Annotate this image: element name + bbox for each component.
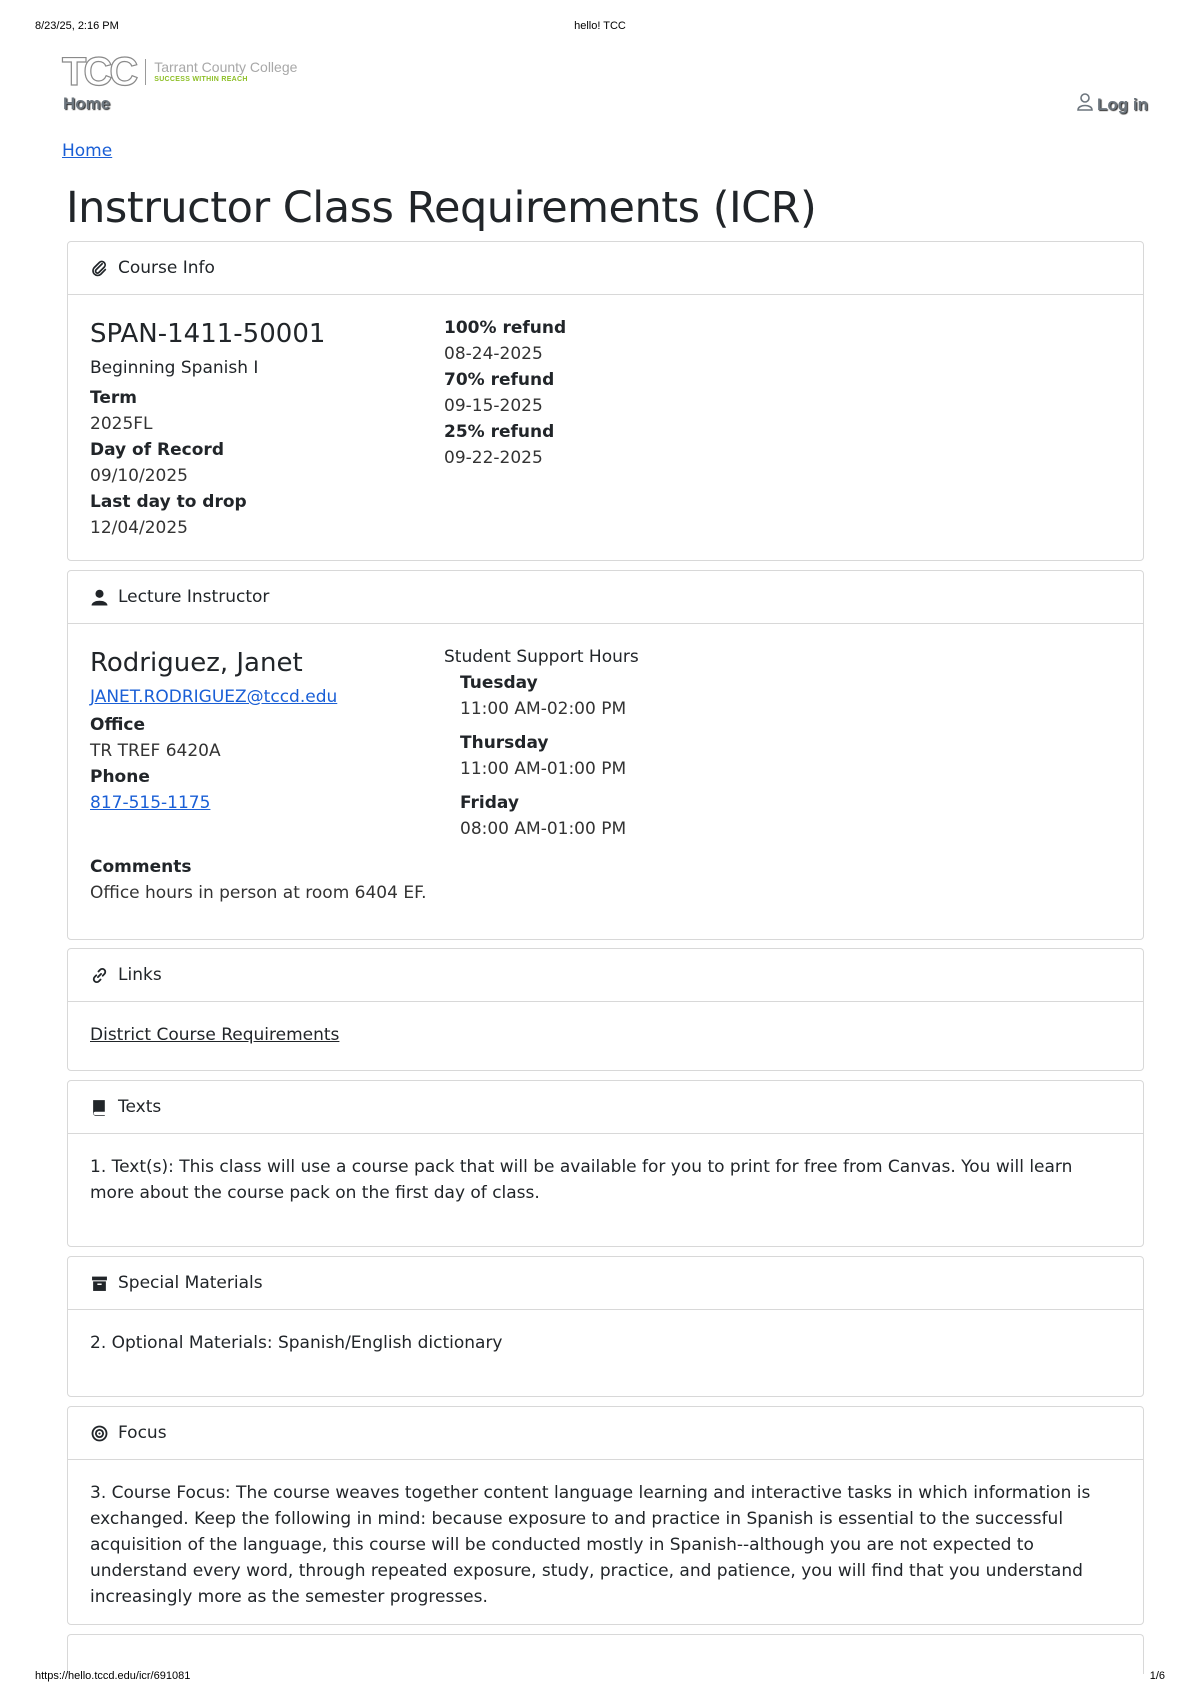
refund-date: 09-15-2025 [444,396,543,416]
print-page-title: hello! TCC [574,20,626,32]
breadcrumb-home[interactable]: Home [62,141,113,161]
hours-time: 08:00 AM-01:00 PM [460,819,627,839]
course-details [90,315,420,541]
hours-time: 11:00 AM-01:00 PM [460,759,627,779]
print-page-number: 1/6 [1149,1670,1165,1682]
link-icon [90,966,108,984]
course-info-header [68,242,1143,295]
instructor-name: Rodriguez, Janet [90,648,303,678]
phone-label: Phone [90,767,150,787]
user-icon [1077,93,1093,116]
special-materials-header [68,1257,1143,1310]
print-footer [35,1670,1165,1686]
course-code: SPAN-1411-50001 [90,319,326,349]
texts-title: Texts [118,1097,162,1117]
book-icon [90,1098,108,1116]
course-info-body [68,295,1143,560]
nav-home-link[interactable]: Home [63,94,111,113]
special-materials-title: Special Materials [118,1273,263,1293]
focus-paragraph: 3. Course Focus: The course weaves together content language learning and interactive tasks in which information is exchanged. Keep the following in mind: because exposure to and practice in Spanish is essential to the successful acquisition of the language, this course will be conducted mostly in Spanish--although you are not expected to understand every word, through repeated exposure, study, practice, and patience, you will find that you understand increasingly more as the semester progresses. [90,1483,1091,1607]
comments-label: Comments [90,857,192,877]
logo-name: Tarrant County College [154,59,298,75]
instructor-header [68,571,1143,624]
refund-date: 09-22-2025 [444,448,543,468]
support-hours-label: Student Support Hours [444,647,639,667]
office-label: Office [90,715,146,735]
last-day-value: 12/04/2025 [90,518,188,538]
district-course-requirements-link[interactable]: District Course Requirements [90,1025,340,1045]
course-info-card [67,241,1144,561]
refund-date: 08-24-2025 [444,344,543,364]
day-of-record-value: 09/10/2025 [90,466,188,486]
logo-divider [145,59,146,85]
hours-time: 11:00 AM-02:00 PM [460,699,627,719]
links-header [68,949,1143,1002]
focus-header [68,1407,1143,1460]
refund-dates [444,315,774,471]
instructor-card [67,570,1144,940]
page-title: Instructor Class Requirements (ICR) [66,183,817,233]
texts-card [67,1080,1144,1247]
course-title: Beginning Spanish I [90,358,259,378]
special-materials-card [67,1256,1144,1397]
login-link[interactable] [1077,93,1148,116]
support-hours [444,644,774,842]
office-value: TR TREF 6420A [90,741,221,761]
texts-body [68,1134,1143,1228]
course-info-title: Course Info [118,258,215,278]
logo-text [154,60,297,84]
login-label: Log in [1097,94,1148,114]
special-materials-paragraph: 2. Optional Materials: Spanish/English dictionary [90,1333,503,1353]
term-value: 2025FL [90,414,153,434]
links-card [67,948,1144,1071]
phone-link[interactable]: 817-515-1175 [90,793,211,813]
next-card [67,1634,1144,1674]
focus-body [68,1460,1143,1632]
focus-title: Focus [118,1423,167,1443]
instructor-title: Lecture Instructor [118,587,270,607]
links-title: Links [118,965,162,985]
texts-header [68,1081,1143,1134]
print-url: https://hello.tccd.edu/icr/691081 [35,1670,191,1682]
print-date: 8/23/25, 2:16 PM [35,20,119,32]
focus-card [67,1406,1144,1625]
archive-box-icon [90,1274,108,1292]
print-header [35,20,1165,36]
bullseye-icon [90,1424,108,1442]
tcc-logo[interactable] [62,50,298,94]
hours-day: Friday [460,793,519,813]
hours-day: Thursday [460,733,549,753]
instructor-details [90,644,427,906]
refund-label: 25% refund [444,422,555,442]
special-materials-body [68,1310,1143,1378]
links-body [68,1002,1143,1070]
paperclip-icon [90,259,108,277]
user-icon [90,588,108,606]
texts-paragraph: 1. Text(s): This class will use a course pack that will be available for you to print for free from Canvas. You will learn more about the course pack on the first day of class. [90,1157,1073,1203]
support-hours-list [444,670,774,842]
day-of-record-label: Day of Record [90,440,224,460]
refund-label: 70% refund [444,370,555,390]
refund-label: 100% refund [444,318,567,338]
comments-value: Office hours in person at room 6404 EF. [90,883,427,903]
logo-tagline: SUCCESS WITHIN REACH [154,76,248,83]
logo-mark: TCC [62,50,136,94]
hours-day: Tuesday [460,673,538,693]
instructor-body [68,624,1143,939]
instructor-email-link[interactable]: JANET.RODRIGUEZ@tccd.edu [90,687,338,707]
term-label: Term [90,388,137,408]
last-day-label: Last day to drop [90,492,247,512]
